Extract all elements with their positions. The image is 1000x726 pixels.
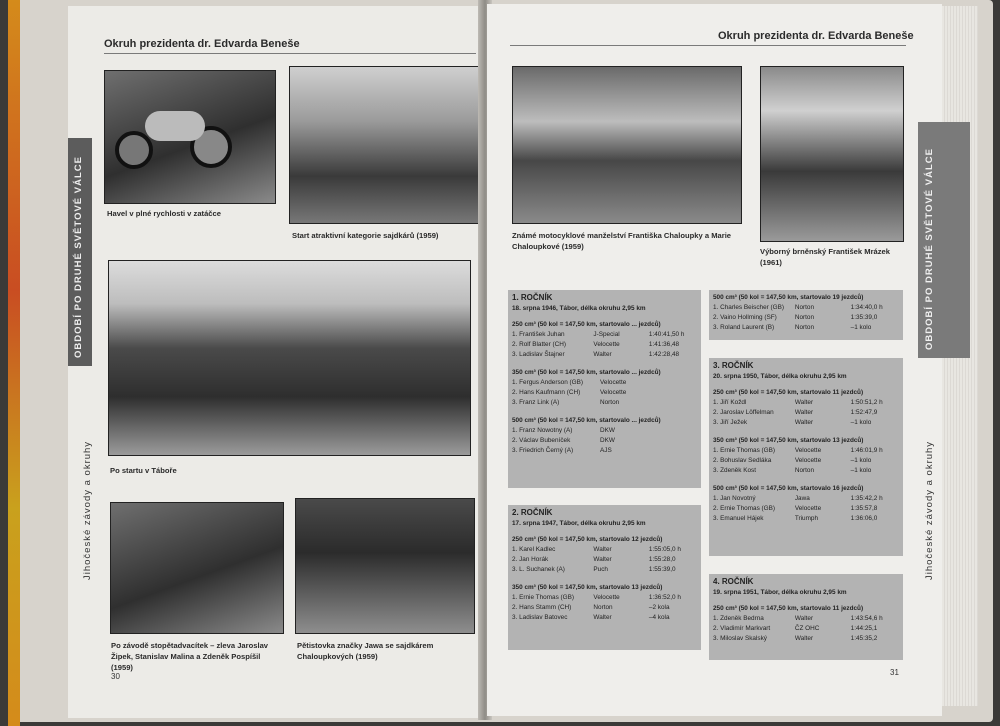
result-row bbox=[512, 446, 697, 456]
left-period-label: OBDOBÍ PO DRUHÉ SVĚTOVÉ VÁLCE bbox=[73, 156, 84, 358]
result-row bbox=[713, 504, 899, 514]
rider: 2. Ernie Thomas (GB) bbox=[713, 505, 776, 512]
right-header-rule bbox=[510, 45, 906, 46]
result-row bbox=[713, 624, 899, 634]
class-title: 250 cm³ (50 kol = 147,50 km, startovalo ... jezdců) bbox=[512, 321, 661, 328]
rider: 3. Jiří Ježek bbox=[713, 419, 748, 426]
right-header-title: Okruh prezidenta dr. Edvarda Beneše bbox=[718, 30, 914, 42]
time: –1 kolo bbox=[850, 467, 872, 474]
machine: Norton bbox=[600, 399, 620, 406]
time: 1:34:40,0 h bbox=[850, 304, 883, 311]
results-title: 2. ROČNÍK bbox=[512, 508, 553, 517]
time: 1:36:06,0 bbox=[850, 515, 878, 522]
rider: 3. Roland Laurent (B) bbox=[713, 324, 775, 331]
machine: Velocette bbox=[593, 341, 620, 348]
results-class bbox=[713, 436, 899, 476]
machine: Triumph bbox=[794, 515, 819, 522]
results-class bbox=[512, 583, 697, 623]
machine: Velocette bbox=[794, 457, 822, 464]
machine: Walter bbox=[794, 635, 814, 642]
rider: 3. Ladislav Batovec bbox=[512, 614, 568, 621]
machine: Velocette bbox=[593, 594, 620, 601]
machine: Jawa bbox=[794, 495, 810, 502]
rider: 3. Zdeněk Kost bbox=[713, 467, 756, 474]
machine: Norton bbox=[794, 314, 815, 321]
result-row bbox=[512, 330, 697, 340]
machine: AJS bbox=[600, 447, 612, 454]
rider: 1. František Juhan bbox=[512, 331, 565, 338]
results-box-1-cont bbox=[709, 290, 903, 340]
result-row bbox=[512, 350, 697, 360]
time: 1:43:54,6 h bbox=[850, 615, 883, 622]
result-row bbox=[512, 426, 697, 436]
result-row bbox=[713, 398, 899, 408]
machine: Velocette bbox=[600, 389, 627, 396]
machine: ČZ OHC bbox=[794, 625, 820, 632]
left-header-rule bbox=[104, 53, 476, 54]
time: 1:55:05,0 h bbox=[648, 546, 681, 553]
right-page-number: 31 bbox=[890, 668, 899, 677]
machine: Norton bbox=[593, 604, 613, 611]
time: 1:41:36,48 bbox=[648, 341, 680, 348]
time: 1:35:39,0 bbox=[850, 314, 878, 321]
rider: 3. Franz Link (A) bbox=[512, 399, 560, 406]
time: 1:55:28,0 bbox=[648, 556, 676, 563]
caption-riders-group: Po závodě stopětadvacítek – zleva Jaroslav Žipek, Stanislav Malina a Zdeněk Pospíšil (1959) bbox=[111, 641, 269, 672]
result-row bbox=[512, 603, 697, 613]
machine: Walter bbox=[593, 351, 612, 358]
result-row bbox=[713, 456, 899, 466]
rider: 3. Miloslav Skalský bbox=[713, 635, 767, 642]
results-subtitle: 20. srpna 1950, Tábor, délka okruhu 2,95 km bbox=[713, 373, 847, 380]
caption-sidecar-start: Start atraktivní kategorie sajdkárů (1959) bbox=[292, 231, 439, 240]
rider: 2. Václav Bubeníček bbox=[512, 437, 571, 444]
rider: 3. Emanuel Hájek bbox=[713, 515, 764, 522]
result-row bbox=[713, 494, 899, 504]
rider: 1. Ernie Thomas (GB) bbox=[713, 447, 776, 454]
result-row bbox=[512, 340, 697, 350]
machine: Velocette bbox=[794, 505, 822, 512]
rider: 2. Jan Horák bbox=[512, 556, 549, 563]
results-title: 4. ROČNÍK bbox=[713, 577, 754, 586]
result-row bbox=[713, 303, 899, 313]
result-row bbox=[713, 408, 899, 418]
results-title: 3. ROČNÍK bbox=[713, 361, 754, 370]
photo-havel bbox=[104, 70, 276, 204]
machine: Velocette bbox=[600, 379, 627, 386]
rider: 2. Jaroslav Löffelman bbox=[713, 409, 774, 416]
caption-havel: Havel v plné rychlosti v zatáčce bbox=[107, 209, 221, 218]
result-row bbox=[713, 446, 899, 456]
photo-jawa-sidecar bbox=[295, 498, 475, 634]
time: 1:36:52,0 h bbox=[648, 594, 681, 601]
results-subtitle: 17. srpna 1947, Tábor, délka okruhu 2,95 km bbox=[512, 520, 646, 527]
results-class bbox=[512, 368, 697, 408]
time: 1:35:57,8 bbox=[850, 505, 878, 512]
result-row bbox=[713, 614, 899, 624]
class-title: 500 cm³ (50 kol = 147,50 km, startovalo 16 jezdců) bbox=[713, 485, 864, 492]
machine: Walter bbox=[593, 546, 612, 553]
machine: J-Special bbox=[593, 331, 620, 338]
right-section-label: Jihočeské závody a okruhy bbox=[924, 440, 935, 580]
time: 1:50:51,2 h bbox=[850, 399, 883, 406]
result-row bbox=[713, 634, 899, 644]
rider: 2. Hans Stamm (CH) bbox=[512, 604, 572, 611]
result-row bbox=[512, 398, 697, 408]
left-section-label: Jihočeské závody a okruhy bbox=[82, 440, 93, 580]
results-class bbox=[512, 320, 697, 360]
right-period-label: OBDOBÍ PO DRUHÉ SVĚTOVÉ VÁLCE bbox=[924, 148, 935, 350]
machine: DKW bbox=[600, 427, 615, 434]
result-row bbox=[512, 388, 697, 398]
results-subtitle: 19. srpna 1951, Tábor, délka okruhu 2,95 km bbox=[713, 589, 847, 596]
rider: 3. Friedrich Černý (A) bbox=[512, 447, 574, 454]
class-title: 500 cm³ (50 kol = 147,50 km, startovalo ... jezdců) bbox=[512, 417, 661, 424]
wheel-shape bbox=[115, 131, 153, 169]
caption-start-tabor: Po startu v Táboře bbox=[110, 466, 177, 475]
machine: Puch bbox=[593, 566, 608, 573]
rider: 1. Jan Novotný bbox=[713, 495, 756, 502]
result-row bbox=[512, 613, 697, 623]
result-row bbox=[713, 323, 899, 333]
machine: Norton bbox=[794, 467, 815, 474]
result-row bbox=[512, 545, 697, 555]
machine: DKW bbox=[600, 437, 615, 444]
photo-start-tabor bbox=[108, 260, 471, 456]
result-row bbox=[713, 313, 899, 323]
machine: Walter bbox=[794, 409, 814, 416]
results-class bbox=[713, 484, 899, 524]
class-title: 250 cm³ (50 kol = 147,50 km, startovalo 11 jezdců) bbox=[713, 389, 864, 396]
motorcycle-fairing bbox=[145, 111, 205, 141]
photo-mrazek bbox=[760, 66, 904, 242]
left-page-number: 30 bbox=[111, 672, 120, 681]
class-title: 250 cm³ (50 kol = 147,50 km, startovalo 11 jezdců) bbox=[713, 605, 864, 612]
results-class bbox=[512, 416, 697, 456]
results-box-4 bbox=[709, 574, 903, 660]
class-title: 350 cm³ (50 kol = 147,50 km, startovalo ... jezdců) bbox=[512, 369, 661, 376]
photo-chaloupka bbox=[512, 66, 742, 224]
class-title: 500 cm³ (50 kol = 147,50 km, startovalo 19 jezdců) bbox=[713, 294, 864, 301]
rider: 2. Vaino Hollming (SF) bbox=[713, 314, 777, 321]
time: 1:35:42,2 h bbox=[850, 495, 883, 502]
left-header-title: Okruh prezidenta dr. Edvarda Beneše bbox=[104, 38, 300, 50]
machine: Velocette bbox=[794, 447, 822, 454]
results-box-2 bbox=[508, 505, 701, 650]
result-row bbox=[713, 418, 899, 428]
photo-riders-group bbox=[110, 502, 284, 634]
result-row bbox=[512, 555, 697, 565]
time: 1:45:35,2 bbox=[850, 635, 878, 642]
time: 1:42:28,48 bbox=[648, 351, 680, 358]
time: –1 kolo bbox=[850, 457, 872, 464]
caption-mrazek: Výborný brněnský František Mrázek (1961) bbox=[760, 247, 890, 267]
rider: 3. Ladislav Štajner bbox=[512, 351, 565, 358]
results-subtitle: 18. srpna 1946, Tábor, délka okruhu 2,95 km bbox=[512, 305, 646, 312]
caption-chaloupka: Známé motocyklové manželství Františka Chaloupky a Marie Chaloupkové (1959) bbox=[512, 231, 732, 251]
time: 1:44:25,1 bbox=[850, 625, 878, 632]
rider: 2. Vladimír Markvart bbox=[713, 625, 771, 632]
results-box-3 bbox=[709, 358, 903, 556]
time: 1:46:01,9 h bbox=[850, 447, 883, 454]
rider: 3. L. Suchanek (A) bbox=[512, 566, 565, 573]
book-cover-edge bbox=[8, 0, 20, 726]
time: 1:40:41,50 h bbox=[648, 331, 685, 338]
result-row bbox=[713, 514, 899, 524]
class-title: 350 cm³ (50 kol = 147,50 km, startovalo 13 jezdců) bbox=[512, 584, 663, 591]
result-row bbox=[512, 565, 697, 575]
machine: Walter bbox=[593, 614, 612, 621]
results-class bbox=[713, 388, 899, 428]
class-title: 250 cm³ (50 kol = 147,50 km, startovalo 12 jezdců) bbox=[512, 536, 663, 543]
results-box-1 bbox=[508, 290, 701, 488]
rider: 2. Rolf Blatter (CH) bbox=[512, 341, 566, 348]
time: –1 kolo bbox=[850, 324, 872, 331]
machine: Walter bbox=[593, 556, 612, 563]
rider: 1. Charles Beischer (GB) bbox=[713, 304, 785, 311]
rider: 1. Jiří Koždl bbox=[713, 399, 747, 406]
machine: Walter bbox=[794, 419, 814, 426]
time: –2 kola bbox=[648, 604, 670, 611]
result-row bbox=[512, 378, 697, 388]
rider: 2. Bohuslav Sedláka bbox=[713, 457, 772, 464]
rider: 1. Ernie Thomas (GB) bbox=[512, 594, 575, 601]
time: –4 kola bbox=[648, 614, 670, 621]
time: 1:52:47,9 bbox=[850, 409, 878, 416]
rider: 1. Karel Kadlec bbox=[512, 546, 556, 553]
results-class bbox=[512, 535, 697, 575]
results-title: 1. ROČNÍK bbox=[512, 293, 553, 302]
photo-sidecar-start bbox=[289, 66, 481, 224]
machine: Walter bbox=[794, 615, 814, 622]
result-row bbox=[512, 436, 697, 446]
rider: 1. Fergus Anderson (GB) bbox=[512, 379, 584, 386]
time: –1 kolo bbox=[850, 419, 872, 426]
result-row bbox=[512, 593, 697, 603]
rider: 1. Franz Nowotny (A) bbox=[512, 427, 573, 434]
machine: Norton bbox=[794, 304, 815, 311]
rider: 2. Hans Kaufmann (CH) bbox=[512, 389, 581, 396]
machine: Walter bbox=[794, 399, 814, 406]
result-row bbox=[713, 466, 899, 476]
caption-jawa-sidecar: Pětistovka značky Jawa se sajdkárem Chaloupkových (1959) bbox=[297, 641, 434, 661]
class-title: 350 cm³ (50 kol = 147,50 km, startovalo 13 jezdců) bbox=[713, 437, 864, 444]
time: 1:55:39,0 bbox=[648, 566, 676, 573]
machine: Norton bbox=[794, 324, 815, 331]
rider: 1. Zdeněk Bedrna bbox=[713, 615, 764, 622]
